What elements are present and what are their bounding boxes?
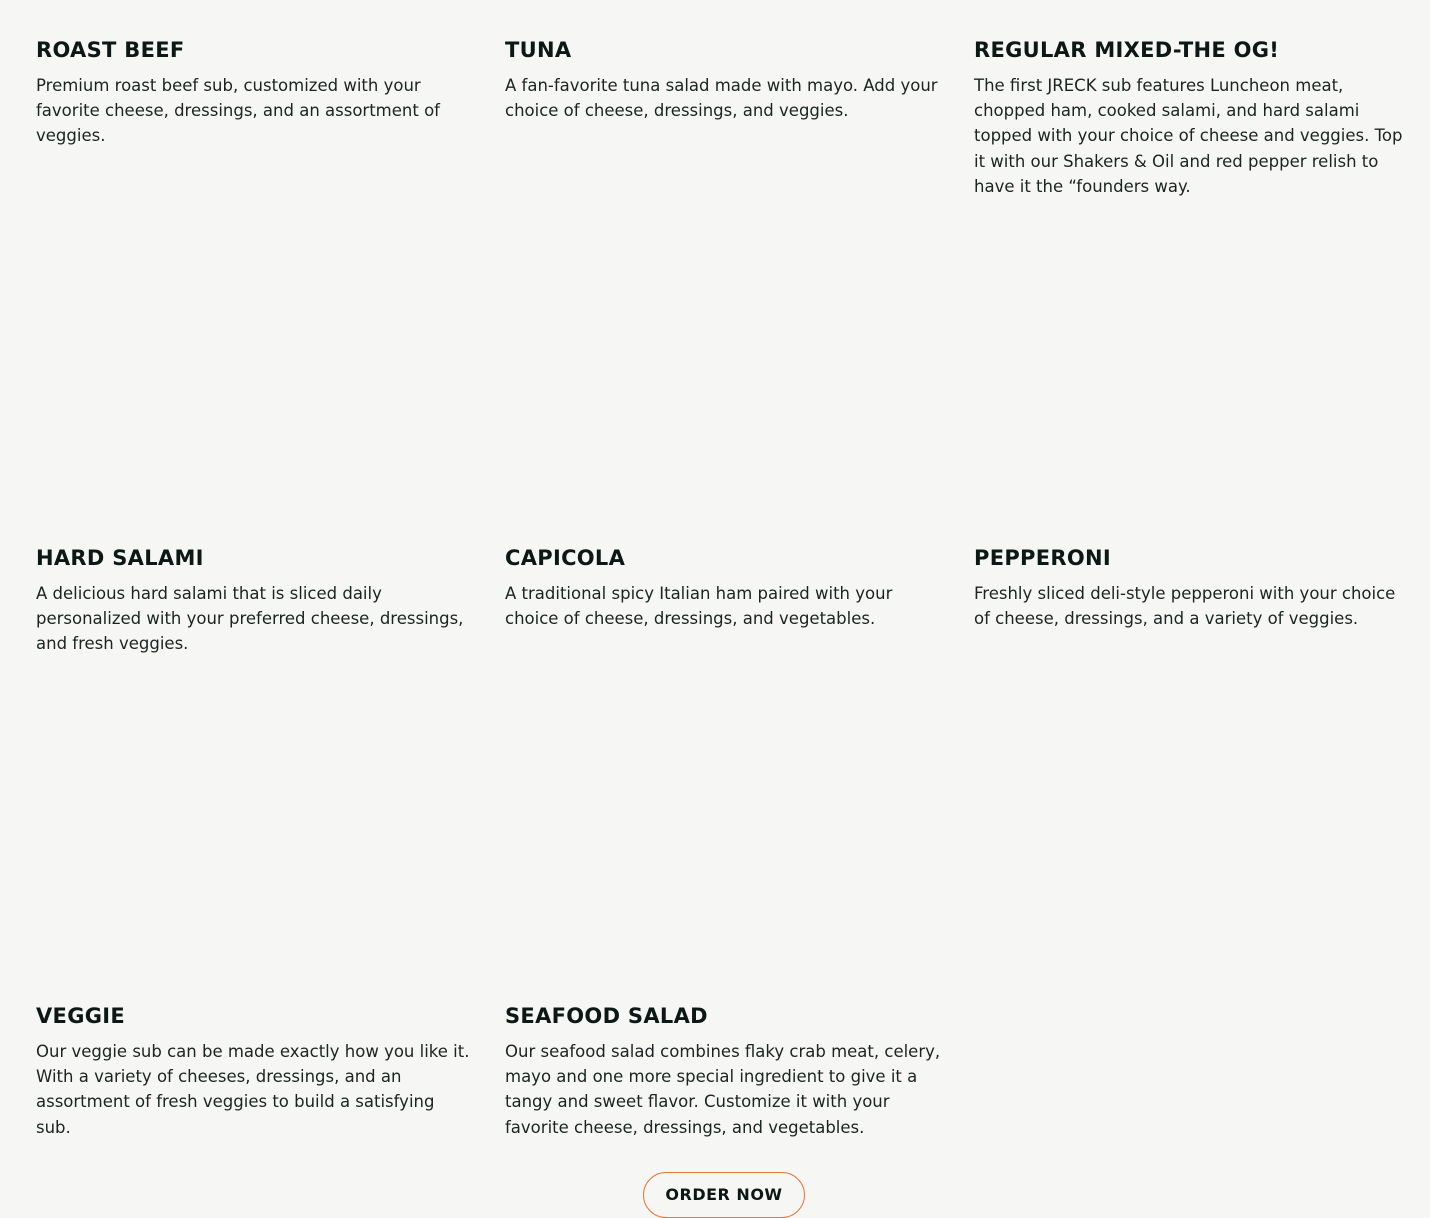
menu-item-hard-salami: [36, 545, 474, 657]
menu-item-title: ROAST BEEF: [36, 38, 185, 62]
menu-item-seafood-salad: [505, 1003, 943, 1140]
order-now-button[interactable]: ORDER NOW: [643, 1172, 805, 1218]
menu-item-title: TUNA: [505, 38, 572, 62]
menu-item-description: Our veggie sub can be made exactly how you like it. With a variety of cheeses, dressings, and an assortment of fresh veggies to build a satisfying sub.: [36, 1042, 470, 1137]
menu-item-description: Our seafood salad combines flaky crab meat, celery, mayo and one more special ingredient to give it a tangy and sweet flavor. Customize it with your favorite cheese, dressings, and vegetables.: [505, 1042, 941, 1137]
menu-item-description: A delicious hard salami that is sliced daily personalized with your preferred cheese, dressings, and fresh veggies.: [36, 584, 464, 654]
menu-item-description: A fan-favorite tuna salad made with mayo. Add your choice of cheese, dressings, and veggies.: [505, 76, 938, 121]
menu-item-regular-mixed: [974, 37, 1412, 199]
menu-item-title: REGULAR MIXED-THE OG!: [974, 38, 1280, 62]
menu-item-roast-beef: [36, 37, 474, 149]
menu-item-tuna: [505, 37, 943, 123]
menu-item-title: SEAFOOD SALAD: [505, 1004, 708, 1028]
menu-item-description: Freshly sliced deli-style pepperoni with your choice of cheese, dressings, and a variety of veggies.: [974, 584, 1396, 629]
menu-item-description: The first JRECK sub features Luncheon meat, chopped ham, cooked salami, and hard salami topped with your choice of cheese and veggies. Top it with our Shakers & Oil and red pepper relish to have it the “founders way.: [974, 76, 1403, 196]
menu-item-pepperoni: [974, 545, 1412, 631]
menu-item-description: Premium roast beef sub, customized with your favorite cheese, dressings, and an assortment of veggies.: [36, 76, 440, 146]
menu-item-description: A traditional spicy Italian ham paired with your choice of cheese, dressings, and vegetables.: [505, 584, 893, 629]
menu-item-title: PEPPERONI: [974, 546, 1111, 570]
menu-item-capicola: [505, 545, 943, 631]
menu-item-title: HARD SALAMI: [36, 546, 204, 570]
menu-item-title: CAPICOLA: [505, 546, 626, 570]
menu-item-title: VEGGIE: [36, 1004, 126, 1028]
menu-item-veggie: [36, 1003, 474, 1140]
